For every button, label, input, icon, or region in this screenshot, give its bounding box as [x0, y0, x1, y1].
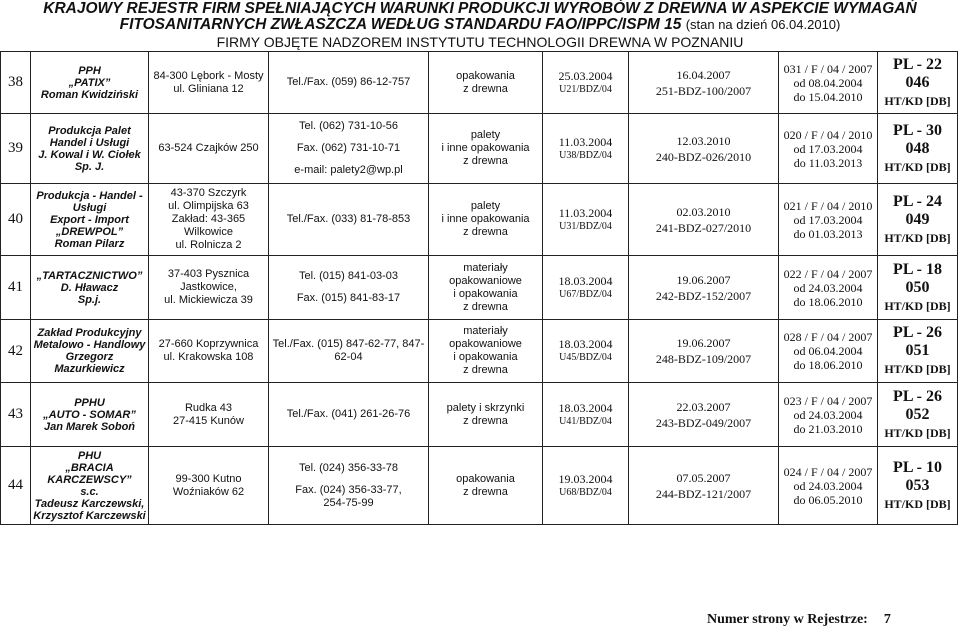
company-address-line: Jastkowice, — [180, 281, 237, 293]
valid-from: od 24.03.2004 — [793, 478, 863, 493]
registration-mark — [878, 114, 958, 184]
valid-from: od 17.03.2004 — [793, 141, 863, 156]
certificate-period — [779, 114, 878, 184]
inspection-date — [543, 320, 629, 383]
company-address-line: 43-370 Szczyrk — [170, 187, 247, 199]
certificate-number: 022 / F / 04 / 2007 — [783, 266, 873, 281]
product-type — [429, 256, 543, 320]
decision-date: 12.03.2010 — [676, 133, 731, 148]
company-contact-line: Fax. (024) 356-33-77, — [295, 483, 402, 496]
decision-code: 251-BDZ-100/2007 — [655, 83, 752, 98]
decision — [629, 114, 779, 184]
inspection-date-value: 19.03.2004 — [558, 471, 613, 486]
registration-number: PL - 26 052 — [893, 387, 942, 423]
company-contact-line: Fax. (062) 731-10-71 — [296, 142, 401, 154]
page-number-footer — [707, 612, 891, 628]
valid-to: do 21.03.2010 — [793, 421, 863, 436]
valid-to: do 11.03.2013 — [793, 155, 863, 170]
product-type-line: opakowaniowe — [449, 274, 522, 287]
registration-mark — [878, 184, 958, 256]
decision-date: 19.06.2007 — [676, 336, 731, 350]
line-gap — [271, 155, 426, 164]
decision — [629, 52, 779, 114]
company-address-line: 27-660 Koprzywnica — [158, 338, 259, 350]
inspection-date-value: 11.03.2004 — [558, 205, 613, 220]
certificate-number: 028 / F / 04 / 2007 — [783, 330, 873, 344]
table-row — [1, 114, 958, 184]
valid-from: od 17.03.2004 — [793, 212, 863, 227]
company-contact-line: e-mail: palety2@wp.pl — [294, 164, 403, 176]
product-type-line: z drewna — [463, 155, 508, 167]
treatment-code: HT/KD [DB] — [884, 159, 951, 174]
product-type-line: opakowania — [456, 69, 515, 82]
decision-code: 240-BDZ-026/2010 — [655, 149, 752, 164]
decision-code: 248-BDZ-109/2007 — [655, 352, 752, 366]
company-contact — [269, 114, 429, 184]
registration-number: PL - 30 048 — [893, 121, 942, 157]
product-type-line: i opakowania — [453, 351, 518, 363]
inspection-code: U41/BDZ/04 — [559, 415, 612, 427]
product-type — [429, 184, 543, 256]
inspection-date-value: 18.03.2004 — [558, 273, 613, 288]
company-name — [31, 256, 149, 320]
treatment-code: HT/KD [DB] — [884, 230, 951, 245]
decision-date: 07.05.2007 — [676, 470, 731, 485]
company-contact — [269, 256, 429, 320]
certificate-number: 023 / F / 04 / 2007 — [783, 393, 873, 408]
company-name-line: PPHU — [74, 396, 105, 409]
company-contact-line: Tel./Fax. (041) 261-26-76 — [286, 408, 411, 420]
company-address-line: ul. Gliniana 12 — [173, 82, 244, 95]
certificate-number: 024 / F / 04 / 2007 — [783, 464, 873, 479]
valid-from: od 24.03.2004 — [793, 280, 863, 295]
company-name-line: Sp. J. — [74, 160, 105, 173]
valid-from: od 24.03.2004 — [793, 407, 863, 422]
inspection-date — [543, 184, 629, 256]
company-name-line: Usługi — [72, 201, 107, 214]
company-name — [31, 447, 149, 525]
company-address-line: 63-524 Czajków 250 — [158, 142, 259, 154]
certificate-period — [779, 320, 878, 383]
product-type-line: materiały — [463, 325, 508, 337]
product-type-line: i inne opakowania — [441, 213, 530, 225]
company-contact — [269, 320, 429, 383]
company-contact — [269, 184, 429, 256]
decision — [629, 447, 779, 525]
product-type-line: i opakowania — [453, 287, 518, 300]
company-name-line: D. Hławacz — [60, 281, 119, 294]
company-name-line: s.c. — [80, 485, 99, 498]
company-address — [149, 52, 269, 114]
company-name-line: „AUTO - SOMAR” — [43, 408, 136, 421]
page-number-value: 7 — [883, 612, 891, 627]
company-contact-line: Tel./Fax. (033) 81-78-853 — [286, 213, 411, 225]
company-contact-line: Tel. (062) 731-10-56 — [298, 120, 399, 132]
registration-number: PL - 26 051 — [893, 324, 942, 359]
company-name-line: Jan Marek Soboń — [43, 420, 136, 433]
company-name — [31, 52, 149, 114]
valid-from: od 06.04.2004 — [793, 344, 863, 358]
product-type — [429, 447, 543, 525]
company-name-line: Krzysztof Karczewski — [33, 509, 146, 522]
company-name-line: PHU — [77, 449, 102, 462]
certificate-period — [779, 383, 878, 447]
decision-date: 16.04.2007 — [676, 67, 731, 82]
entry-number: 39 — [1, 114, 31, 184]
company-name-line: Zakład Produkcyjny — [37, 327, 142, 339]
decision-code: 241-BDZ-027/2010 — [655, 220, 752, 235]
registration-mark — [878, 383, 958, 447]
company-address-line: ul. Rolnicza 2 — [175, 239, 242, 251]
company-address-line: ul. Krakowska 108 — [163, 351, 254, 363]
company-name-line: Roman Kwidziński — [40, 88, 139, 101]
certificate-number: 020 / F / 04 / 2010 — [783, 127, 873, 142]
registration-number: PL - 18 050 — [893, 260, 942, 296]
inspection-code: U68/BDZ/04 — [559, 486, 612, 498]
company-name — [31, 383, 149, 447]
inspection-date-value: 25.03.2004 — [558, 68, 613, 83]
register-title-line-1: KRAJOWY REJESTR FIRM SPEŁNIAJĄCYCH WARUNKI PRODUKCJI WYROBÓW Z DREWNA W ASPEKCIE WYMAGAŃ — [43, 0, 917, 17]
company-name-line: Roman Pilarz — [54, 237, 125, 250]
product-type-line: z drewna — [463, 364, 508, 376]
table-row — [1, 320, 958, 383]
inspection-date — [543, 52, 629, 114]
register-subtitle: FIRMY OBJĘTE NADZOREM INSTYTUTU TECHNOLOGII DREWNA W POZNANIU — [216, 34, 744, 50]
company-contact — [269, 383, 429, 447]
certificate-period — [779, 184, 878, 256]
inspection-date-value: 11.03.2004 — [558, 134, 613, 149]
company-address-line: 37-403 Pysznica — [167, 268, 250, 280]
company-address-line: 27-415 Kunów — [173, 414, 244, 427]
valid-to: do 18.06.2010 — [793, 358, 863, 372]
decision-code: 243-BDZ-049/2007 — [655, 415, 752, 430]
valid-to: do 15.04.2010 — [793, 89, 863, 104]
registration-mark — [878, 52, 958, 114]
decision — [629, 184, 779, 256]
company-name — [31, 320, 149, 383]
certificate-period — [779, 256, 878, 320]
company-name — [31, 114, 149, 184]
entry-number: 40 — [1, 184, 31, 256]
company-address-line: 99-300 Kutno — [175, 472, 242, 485]
company-name-line: Export - Import — [50, 213, 129, 226]
product-type — [429, 320, 543, 383]
company-name-line: Grzegorz Mazurkiewicz — [54, 351, 125, 375]
table-row — [1, 447, 958, 525]
decision-code: 242-BDZ-152/2007 — [655, 288, 752, 303]
company-name-line: Produkcja Palet — [48, 124, 131, 137]
inspection-code: U21/BDZ/04 — [559, 83, 612, 95]
register-body — [1, 52, 958, 525]
valid-to: do 01.03.2013 — [793, 226, 863, 241]
product-type-line: z drewna — [463, 300, 508, 313]
registration-number: PL - 22 046 — [893, 55, 942, 91]
entry-number: 42 — [1, 320, 31, 383]
company-name-line: Produkcja - Handel - — [36, 189, 143, 202]
valid-to: do 18.06.2010 — [793, 294, 863, 309]
company-contact-line: 62-04 — [334, 351, 363, 363]
inspection-code: U67/BDZ/04 — [559, 288, 612, 300]
company-contact-line: 254-75-99 — [323, 496, 374, 509]
inspection-date-value: 18.03.2004 — [558, 337, 613, 351]
product-type — [429, 114, 543, 184]
company-address — [149, 447, 269, 525]
company-address-line: Rudka 43 — [184, 401, 233, 414]
product-type-line: palety — [470, 200, 501, 212]
company-name-line: J. Kowal i W. Ciołek — [38, 148, 141, 161]
product-type — [429, 383, 543, 447]
company-address-line: ul. Mickiewicza 39 — [164, 294, 253, 306]
registration-number: PL - 24 049 — [893, 192, 942, 228]
company-name-line: KARCZEWSCY” — [47, 473, 132, 486]
entry-number: 44 — [1, 447, 31, 525]
company-contact-line: Tel. (024) 356-33-78 — [298, 461, 399, 474]
treatment-code: HT/KD [DB] — [884, 93, 951, 108]
register-title-line-2-main: FITOSANITARNYCH ZWŁASZCZA WEDŁUG STANDARDU FAO/IPPC/ISPM 15 — [119, 16, 682, 33]
decision-date: 19.06.2007 — [676, 272, 731, 287]
company-name-line: Handel i Usługi — [49, 136, 130, 149]
product-type-line: i inne opakowania — [441, 142, 530, 154]
company-contact-line: Tel./Fax. (015) 847-62-77, 847- — [272, 338, 425, 350]
product-type-line: z drewna — [463, 226, 508, 238]
treatment-code: HT/KD [DB] — [884, 425, 951, 440]
decision-date: 22.03.2007 — [676, 399, 731, 414]
company-contact-line: Tel./Fax. (059) 86-12-757 — [286, 76, 411, 88]
product-type-line: opakowaniowe — [449, 338, 522, 350]
company-name-line: „BRACIA — [65, 461, 114, 474]
inspection-date — [543, 256, 629, 320]
company-address — [149, 383, 269, 447]
inspection-date-value: 18.03.2004 — [558, 400, 613, 415]
line-gap — [271, 133, 426, 142]
certificate-number: 021 / F / 04 / 2010 — [783, 198, 873, 213]
valid-to: do 06.05.2010 — [793, 492, 863, 507]
company-contact-line: Fax. (015) 841-83-17 — [296, 292, 401, 304]
register-title-line-2 — [0, 16, 960, 33]
company-contact — [269, 52, 429, 114]
decision-code: 244-BDZ-121/2007 — [655, 486, 752, 501]
certificate-period — [779, 52, 878, 114]
inspection-code: U38/BDZ/04 — [559, 149, 612, 161]
table-row — [1, 52, 958, 114]
entry-number: 41 — [1, 256, 31, 320]
entry-number: 43 — [1, 383, 31, 447]
register-table — [0, 51, 958, 525]
company-contact-line: Tel. (015) 841-03-03 — [298, 270, 399, 282]
product-type-line: z drewna — [463, 485, 508, 498]
company-address-line: ul. Olimpijska 63 — [168, 200, 249, 212]
treatment-code: HT/KD [DB] — [884, 496, 951, 511]
company-address-line: Zakład: 43-365 Wilkowice — [171, 213, 246, 238]
entry-number: 38 — [1, 52, 31, 114]
company-name — [31, 184, 149, 256]
table-row — [1, 184, 958, 256]
product-type-line: z drewna — [463, 82, 508, 95]
decision — [629, 383, 779, 447]
table-row — [1, 256, 958, 320]
product-type-line: opakowania — [456, 472, 515, 485]
line-gap — [271, 283, 426, 292]
treatment-code: HT/KD [DB] — [884, 298, 951, 313]
company-address — [149, 114, 269, 184]
registration-number: PL - 10 053 — [893, 458, 942, 494]
company-address — [149, 256, 269, 320]
inspection-code: U31/BDZ/04 — [559, 220, 612, 232]
company-name-line: „PATIX” — [68, 76, 111, 89]
decision — [629, 320, 779, 383]
company-name-line: Metalowo - Handlowy — [33, 339, 146, 351]
product-type-line: materiały — [463, 261, 508, 274]
product-type-line: palety i skrzynki — [446, 401, 525, 414]
product-type-line: palety — [470, 129, 501, 141]
product-type — [429, 52, 543, 114]
valid-from: od 08.04.2004 — [793, 75, 863, 90]
table-row — [1, 383, 958, 447]
register-status-date: (stan na dzień 06.04.2010) — [685, 17, 841, 32]
page-number-label: Numer strony w Rejestrze: — [707, 612, 868, 627]
inspection-date — [543, 447, 629, 525]
company-name-line: „DREWPOL” — [55, 225, 124, 238]
company-address — [149, 184, 269, 256]
company-address-line: Woźniaków 62 — [172, 485, 245, 498]
inspection-date — [543, 383, 629, 447]
registration-mark — [878, 447, 958, 525]
company-contact — [269, 447, 429, 525]
decision — [629, 256, 779, 320]
registration-mark — [878, 256, 958, 320]
certificate-period — [779, 447, 878, 525]
inspection-date — [543, 114, 629, 184]
company-name-line: Sp.j. — [77, 293, 102, 306]
company-name-line: PPH — [78, 64, 101, 77]
inspection-code: U45/BDZ/04 — [559, 352, 612, 363]
decision-date: 02.03.2010 — [676, 204, 731, 219]
company-address-line: 84-300 Lębork - Mosty — [153, 69, 264, 82]
product-type-line: z drewna — [463, 414, 508, 427]
company-name-line: „TARTACZNICTWO” — [36, 269, 143, 282]
registration-mark — [878, 320, 958, 383]
company-name-line: Tadeusz Karczewski, — [34, 497, 145, 510]
treatment-code: HT/KD [DB] — [884, 362, 951, 376]
line-gap — [271, 475, 426, 484]
company-address — [149, 320, 269, 383]
certificate-number: 031 / F / 04 / 2007 — [783, 61, 873, 76]
